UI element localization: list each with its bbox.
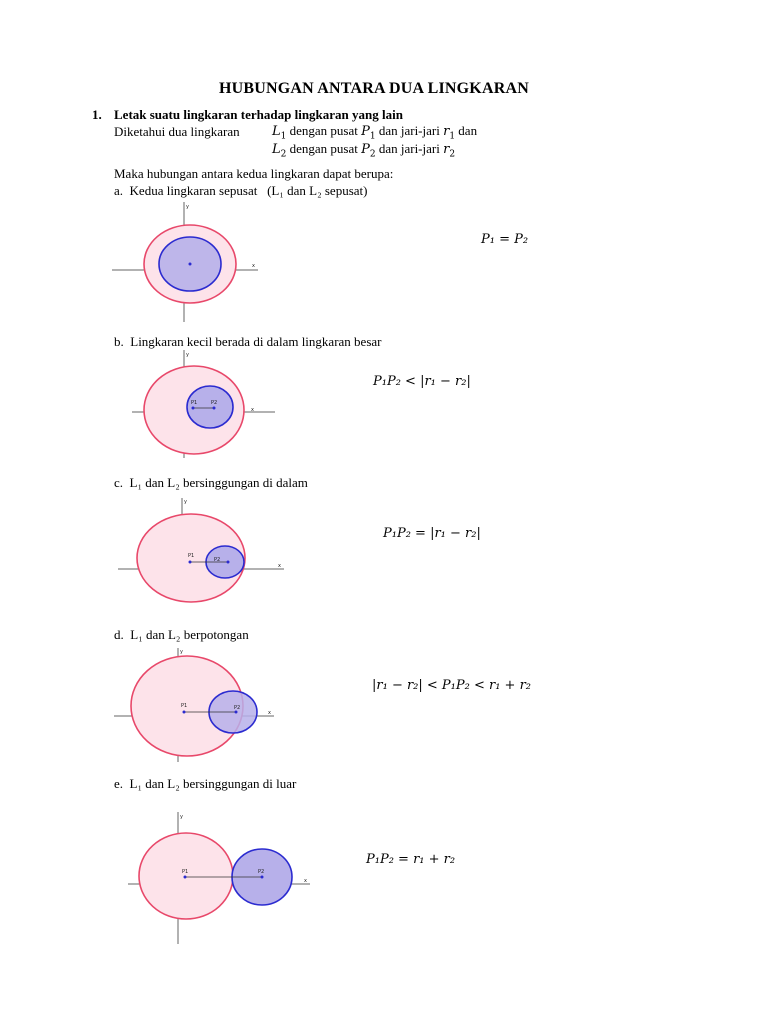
svg-text:x: x bbox=[304, 878, 307, 884]
svg-text:x: x bbox=[278, 563, 281, 569]
svg-text:y: y bbox=[180, 649, 183, 655]
point-P2 bbox=[227, 561, 230, 564]
center-point bbox=[189, 263, 192, 266]
formula-a: P₁ = P₂ bbox=[481, 232, 529, 247]
formula-b: P₁P₂ < |r₁ − r₂| bbox=[373, 374, 471, 389]
svg-text:x: x bbox=[251, 407, 254, 413]
svg-text:P1: P1 bbox=[182, 869, 189, 875]
section-number: 1. bbox=[92, 107, 102, 122]
svg-text:x: x bbox=[268, 710, 271, 716]
intro-lead: Diketahui dua lingkaran bbox=[114, 124, 240, 139]
point-P1 bbox=[183, 711, 186, 714]
svg-text:x: x bbox=[252, 263, 255, 269]
point-P1 bbox=[189, 561, 192, 564]
point-P1 bbox=[192, 407, 195, 410]
svg-text:P1: P1 bbox=[191, 400, 198, 406]
svg-text:y: y bbox=[186, 204, 189, 210]
case-e-label: e. L₁ dan L₂ bersinggungan di luar bbox=[114, 776, 297, 791]
diagram-internal-tangent bbox=[118, 494, 288, 604]
case-a-label: a. Kedua lingkaran sepusat (L₁ dan L₂ sepusat) bbox=[114, 183, 368, 198]
case-d-label: d. L₁ dan L₂ berpotongan bbox=[114, 627, 249, 642]
svg-text:P1: P1 bbox=[188, 553, 195, 559]
intro-line-2: $L_2$ dengan pusat $P_2$ dan jari-jari $r_2$ bbox=[272, 141, 456, 160]
svg-text:P2: P2 bbox=[258, 869, 265, 875]
formula-e: P₁P₂ = r₁ + r₂ bbox=[366, 852, 456, 867]
formula-d: |r₁ − r₂| < P₁P₂ < r₁ + r₂ bbox=[372, 678, 532, 693]
point-P2 bbox=[261, 876, 264, 879]
intro-conclusion: Maka hubungan antara kedua lingkaran dapat berupa: bbox=[114, 166, 394, 181]
case-c-label: c. L₁ dan L₂ bersinggungan di dalam bbox=[114, 475, 308, 490]
page-title: HUBUNGAN ANTARA DUA LINGKARAN bbox=[219, 80, 529, 97]
point-P1 bbox=[184, 876, 187, 879]
svg-text:P2: P2 bbox=[211, 400, 218, 406]
svg-text:P2: P2 bbox=[234, 705, 241, 711]
diagram-inside bbox=[132, 350, 302, 460]
svg-text:y: y bbox=[180, 814, 183, 820]
diagram-concentric bbox=[112, 200, 272, 325]
svg-text:P1: P1 bbox=[181, 703, 188, 709]
section-heading: Letak suatu lingkaran terhadap lingkaran yang lain bbox=[114, 107, 403, 122]
diagram-external-tangent bbox=[128, 808, 318, 946]
case-b-label: b. Lingkaran kecil berada di dalam lingkaran besar bbox=[114, 334, 382, 349]
svg-text:y: y bbox=[184, 499, 187, 505]
diagram-intersecting bbox=[114, 646, 284, 764]
intro-line-1: $L_1$ dengan pusat $P_1$ dan jari-jari $r_1$ dan bbox=[272, 123, 478, 142]
point-P2 bbox=[213, 407, 216, 410]
formula-c: P₁P₂ = |r₁ − r₂| bbox=[383, 526, 481, 541]
svg-text:y: y bbox=[186, 352, 189, 358]
svg-text:P2: P2 bbox=[214, 557, 221, 563]
